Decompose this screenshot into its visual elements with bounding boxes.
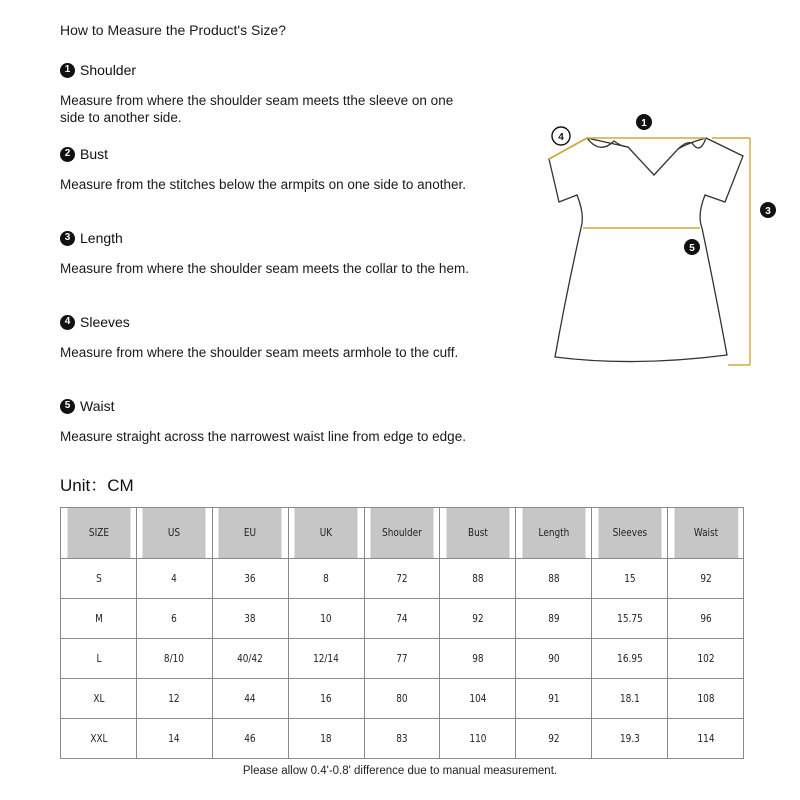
table-cell: 92 [673,559,738,599]
table-cell: 12/14 [294,639,358,679]
table-cell: 91 [521,679,585,719]
table-cell: 40/42 [218,639,282,679]
table-cell: 92 [521,719,585,759]
table-cell: M [66,599,130,639]
dress-outline [549,138,743,362]
table-cell: 88 [446,559,510,599]
table-cell: 108 [673,679,738,719]
section-waist [60,396,480,445]
label-4-badge [552,127,570,145]
table-cell: 44 [218,679,282,719]
section-shoulder [60,60,480,126]
label-1-badge [636,114,652,130]
section-sleeves [60,312,480,361]
table-cell: 80 [370,679,434,719]
number-1-badge: 1 [60,63,75,78]
table-cell: 102 [673,639,738,679]
table-cell: 98 [446,639,510,679]
number-5-badge: 5 [60,399,75,414]
section-description: Measure from where the shoulder seam meets the collar to the hem. [60,261,469,276]
section-length [60,228,480,277]
table-cell: 88 [521,559,585,599]
table-cell: 12 [142,679,206,719]
table-cell: 46 [218,719,282,759]
table-cell: 8 [294,559,358,599]
section-heading: Length [80,230,123,246]
table-cell: 114 [673,719,738,759]
number-2-badge: 2 [60,147,75,162]
section-description: Measure from where the shoulder seam meets tthe sleeve on one side to another side. [60,93,454,125]
label-1-text: 1 [641,118,647,129]
table-cell: L [66,639,130,679]
section-bust [60,144,480,193]
column-header-waist: Waist [673,508,738,559]
section-heading: Sleeves [80,314,130,330]
table-row [61,719,744,759]
table-header-row [61,508,744,559]
table-cell: S [66,559,130,599]
footnote: Please allow 0.4'-0.8' difference due to manual measurement. [242,765,558,777]
table-cell: 18 [294,719,358,759]
table-cell: 10 [294,599,358,639]
table-row [61,599,744,639]
table-row [61,639,744,679]
dress-measurement-diagram [540,105,790,375]
label-5-badge [684,239,700,255]
section-description: Measure straight across the narrowest waist line from edge to edge. [60,429,466,444]
table-cell: XXL [66,719,130,759]
table-cell: 36 [218,559,282,599]
table-cell: 15.75 [597,599,661,639]
table-cell: 15 [597,559,661,599]
column-header-bust: Bust [446,508,510,559]
table-cell: 77 [370,639,434,679]
unit-label: Unit：CM [60,476,134,495]
section-description: Measure from where the shoulder seam meets armhole to the cuff. [60,345,459,360]
table-row [61,559,744,599]
section-heading: Shoulder [80,62,137,78]
table-cell: 14 [142,719,206,759]
section-heading: Bust [80,146,109,162]
column-header-shoulder: Shoulder [370,508,434,559]
table-cell: 8/10 [142,639,206,679]
table-cell: 96 [673,599,738,639]
section-description: Measure from the stitches below the armpits on one side to another. [60,177,466,192]
table-cell: 89 [521,599,585,639]
table-cell: 38 [218,599,282,639]
table-cell: 16.95 [597,639,661,679]
column-header-us: US [142,508,206,559]
table-cell: 16 [294,679,358,719]
table-cell: 72 [370,559,434,599]
table-cell: 90 [521,639,585,679]
page-title: How to Measure the Product's Size? [60,22,287,38]
column-header-eu: EU [218,508,282,559]
table-cell: 92 [446,599,510,639]
table-cell: 74 [370,599,434,639]
column-header-sleeves: Sleeves [597,508,661,559]
column-header-length: Length [521,508,585,559]
table-cell: 104 [446,679,510,719]
label-4-text: 4 [558,132,564,143]
section-heading: Waist [80,398,115,414]
number-3-badge: 3 [60,231,75,246]
table-cell: XL [66,679,130,719]
table-cell: 110 [446,719,510,759]
number-4-badge: 4 [60,315,75,330]
column-header-uk: UK [294,508,358,559]
label-3-text: 3 [765,206,771,217]
table-cell: 19.3 [597,719,661,759]
size-chart-table [60,507,744,759]
table-row [61,679,744,719]
table-cell: 18.1 [597,679,661,719]
table-cell: 6 [142,599,206,639]
label-3-badge [760,202,776,218]
label-5-text: 5 [689,243,695,254]
column-header-size: SIZE [66,508,130,559]
table-cell: 83 [370,719,434,759]
table-cell: 4 [142,559,206,599]
